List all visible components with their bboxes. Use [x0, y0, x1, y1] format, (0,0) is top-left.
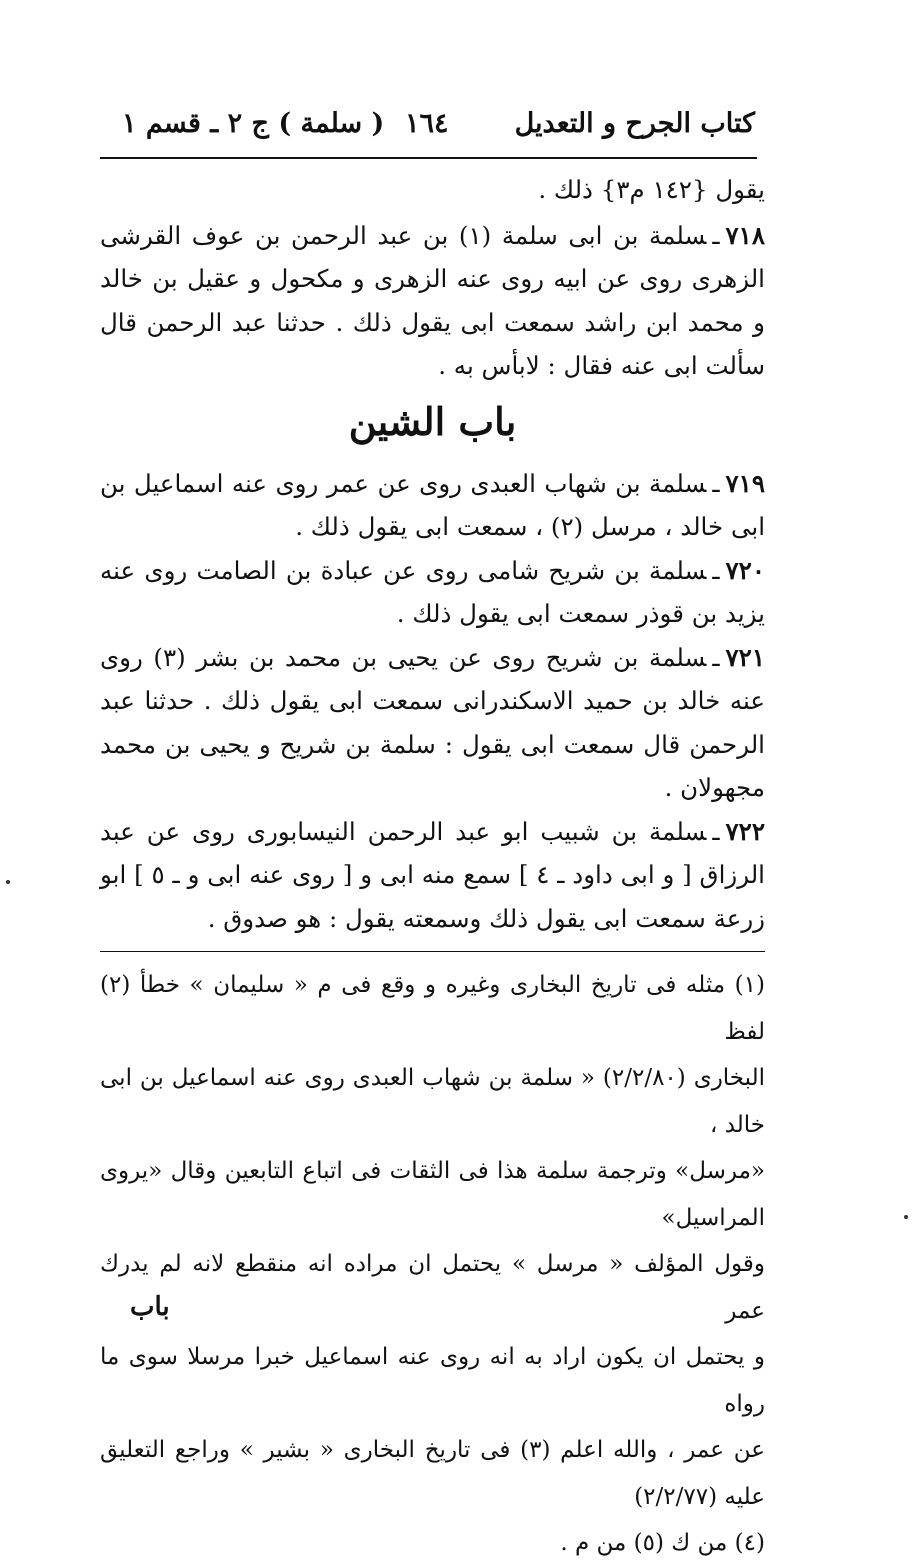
main-text [100, 168, 765, 940]
footnote-line: وقول المؤلف « مرسل » يحتمل ان مراده انه منقطع لانه لم يدرك عمر [100, 1251, 765, 1324]
entry-number: ٧١٩ [725, 468, 765, 498]
footnote-line: البخارى (٢/٢/٨٠) « سلمة بن شهاب العبدى روى عنه اسماعيل بن ابى خالد ، [100, 1065, 765, 1138]
entry-text: سلمة بن شبيب ابو عبد الرحمن النيسابورى روى عن عبد الرزاق [ و ابى داود ـ ٤ ] سمع منه ابى و [ روى عنه ابى و ـ ٥ ] ابو زرعة سمعت ابى يقول ذلك وسمعته يقول : هو صدوق . [100, 816, 765, 933]
continuation-line: يقول {١٤٢ م٣} ذلك . [538, 175, 765, 204]
footnotes [100, 962, 765, 1567]
entry-paragraph [100, 462, 765, 549]
entry-text: سلمة بن شريح شامى روى عن عبادة بن الصامت روى عنه يزيد بن قوذر سمعت ابى يقول ذلك . [100, 555, 765, 628]
entries-after-section [100, 462, 765, 941]
catchword: باب [130, 1292, 170, 1322]
book-title: كتاب الجرح و التعديل [514, 108, 755, 139]
entry-separator: ـ [712, 555, 720, 585]
entry-separator: ـ [712, 642, 720, 672]
entry-separator: ـ [712, 816, 720, 846]
entry-paragraph [100, 549, 765, 636]
entry-text: سلمة بن شهاب العبدى روى عن عمر روى عنه اسماعيل بن ابى خالد ، مرسل (٢) ، سمعت ابى يقول ذلك . [100, 468, 765, 541]
entry-paragraph [100, 214, 765, 388]
scan-speck [6, 880, 10, 884]
volume-label: ( سلمة ) ج ٢ ـ قسم ١ [122, 108, 385, 139]
footnote-rule [100, 951, 765, 952]
entry-separator: ـ [712, 468, 720, 498]
entry-number: ٧٢١ [725, 642, 765, 672]
scan-speck [904, 1215, 908, 1219]
entry-number: ٧٢٢ [725, 816, 765, 846]
footnote-line: «مرسل» وترجمة سلمة هذا فى الثقات فى اتباع التابعين وقال «يروى المراسيل» [100, 1158, 765, 1231]
footnote-line: (٤) من ك (٥) من م . [560, 1530, 765, 1556]
header-rule [100, 157, 757, 159]
running-header [100, 100, 755, 152]
footnote-line: عن عمر ، والله اعلم (٣) فى تاريخ البخارى « بشير » وراجع التعليق عليه (٢/٢/٧٧) [100, 1437, 765, 1510]
section-heading: باب الشين [348, 398, 517, 444]
entry-separator: ـ [712, 220, 720, 250]
footnote-line: و يحتمل ان يكون اراد به انه روى عنه اسماعيل خبرا مرسلا سوى ما رواه [100, 1344, 765, 1417]
entry-text: سلمة بن شريح روى عن يحيى بن محمد بن بشر (٣) روى عنه خالد بن حميد الاسكندرانى سمعت ابى يقول ذلك . حدثنا عبد الرحمن قال سمعت ابى يقول : سلمة بن شريح و يحيى بن محمد مجهولان . [100, 642, 765, 802]
entry-number: ٧٢٠ [725, 555, 765, 585]
entry-number: ٧١٨ [725, 220, 765, 250]
entry-paragraph [100, 810, 765, 941]
page-number: ١٦٤ [405, 108, 449, 139]
entries-before-section [100, 214, 765, 388]
entry-text: سلمة بن ابى سلمة (١) بن عبد الرحمن بن عوف القرشى الزهرى روى عن ابيه روى عنه الزهرى و مكحول و عقيل بن خالد و محمد ابن راشد سمعت ابى يقول ذلك . حدثنا عبد الرحمن قال سألت ابى عنه فقال : لابأس به . [100, 220, 765, 380]
entry-paragraph [100, 636, 765, 810]
footnote-line: (١) مثله فى تاريخ البخارى وغيره و وقع فى م « سليمان » خطأ (٢) لفظ [100, 972, 765, 1045]
